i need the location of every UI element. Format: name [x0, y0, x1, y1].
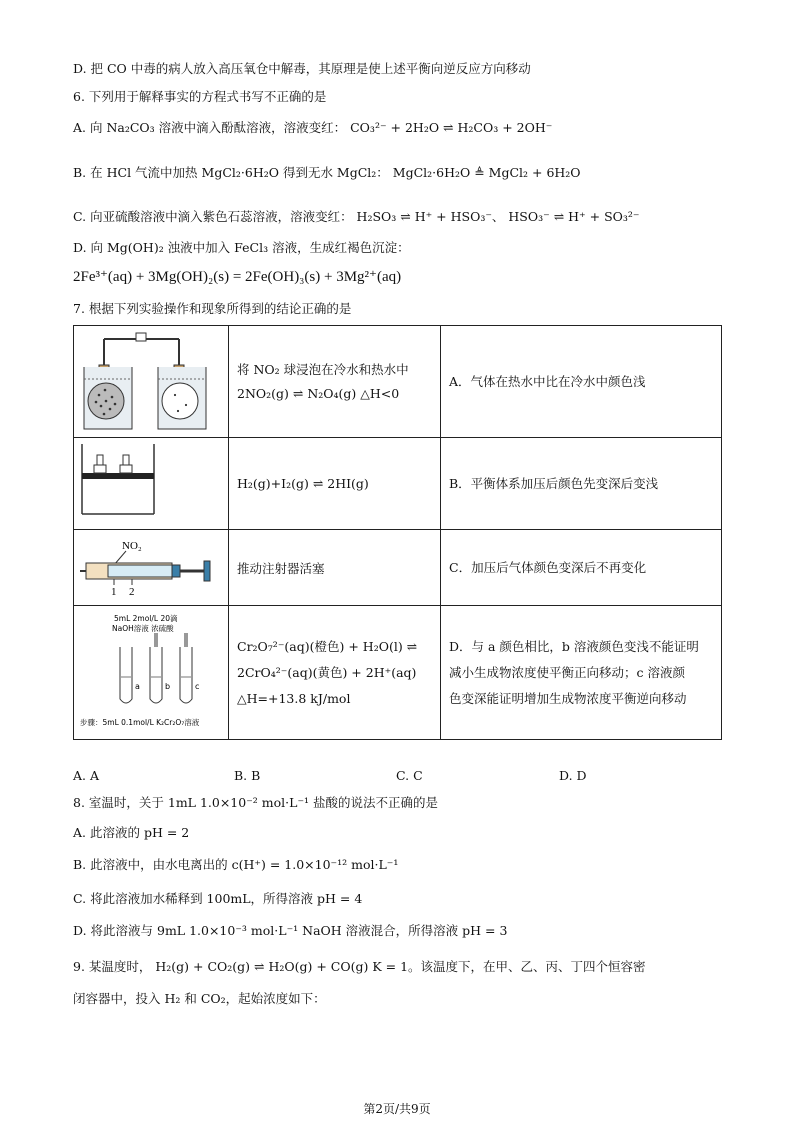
q9-stem-line2: 闭容器中，投入 H₂ 和 CO₂，起始浓度如下： [73, 991, 326, 1006]
q7-stem: 7. 根据下列实验操作和现象所得到的结论正确的是 [73, 301, 352, 316]
row4-equation-line1: Cr₂O₇²⁻(aq)(橙色) + H₂O(l) ⇌ [237, 638, 418, 654]
tubes-step-label: 步骤：5mL 0.1mol/L K₂Cr₂O₇溶液 [80, 717, 200, 727]
row1-conclusion [441, 326, 722, 438]
q6-option-d-equation: 2Fe³⁺(aq) + 3Mg(OH)₂(s) = 2Fe(OH)₃(s) + 3Mg²⁺(aq) [73, 269, 402, 285]
tubes-label-reagents: NaOH溶液 浓硫酸 [112, 623, 174, 633]
table-row [74, 438, 722, 530]
syringe-mark-1: 1 [111, 585, 117, 598]
row1-operation [229, 326, 441, 438]
q6-stem: 6. 下列用于解释事实的方程式书写不正确的是 [73, 89, 327, 104]
table-row [74, 606, 722, 740]
row1-equation: 2NO₂(g) ⇌ N₂O₄(g) △H<0 [237, 385, 400, 401]
row3-conclusion [441, 530, 722, 606]
q9-stem-line1: 9. 某温度时， H₂(g) + CO₂(g) ⇌ H₂O(g) + CO(g) K = 1。该温度下，在甲、乙、丙、丁四个恒容密 [73, 959, 646, 974]
row2-conclusion-text: B．平衡体系加压后颜色先变深后变浅 [449, 475, 659, 491]
syringe-no2-label: NO₂ [122, 539, 142, 552]
experiment-table [73, 325, 722, 740]
row4-conclusion-line3: 色变深能证明增加生成物浓度平衡逆向移动 [449, 690, 687, 706]
row1-operation-text: 将 NO₂ 球浸泡在冷水和热水中 [237, 361, 409, 377]
row2-operation [229, 438, 441, 530]
q6-option-c: C. 向亚硫酸溶液中滴入紫色石蕊溶液，溶液变红： H₂SO₃ ⇌ H⁺ + HSO₃⁻、 HSO₃⁻ ⇌ H⁺ + SO₃²⁻ [73, 209, 640, 224]
tubes-label-top: 5mL 2mol/L 20滴 [114, 613, 178, 623]
q7-option-d: D. D [559, 768, 587, 783]
q6-option-b: B. 在 HCl 气流中加热 MgCl₂·6H₂O 得到无水 MgCl₂： MgCl₂·6H₂O ≜ MgCl₂ + 6H₂O [73, 165, 581, 180]
row3-operation [229, 530, 441, 606]
no2-bulbs-figure [74, 326, 229, 438]
q7-option-b: B. B [234, 768, 261, 783]
syringe-mark-2: 2 [129, 585, 135, 598]
q8-option-a: A. 此溶液的 pH = 2 [73, 825, 190, 840]
row1-conclusion-text: A．气体在热水中比在冷水中颜色浅 [449, 373, 646, 389]
q7-option-a: A. A [73, 768, 100, 783]
q8-option-d: D. 将此溶液与 9mL 1.0×10⁻³ mol·L⁻¹ NaOH 溶液混合，所得溶液 pH = 3 [73, 923, 508, 938]
page-footer: 第2页/共9页 [363, 1102, 431, 1116]
row4-enthalpy: △H=+13.8 kJ/mol [237, 690, 351, 706]
q5-option-d: D. 把 CO 中毒的病人放入高压氧仓中解毒，其原理是使上述平衡向逆反应方向移动 [73, 61, 531, 76]
row2-conclusion [441, 438, 722, 530]
row4-conclusion [441, 606, 722, 740]
row3-operation-text: 推动注射器活塞 [237, 560, 325, 576]
table-row [74, 530, 722, 606]
q7-option-c: C. C [396, 768, 423, 783]
q8-option-b: B. 此溶液中，由水电离出的 c(H⁺) = 1.0×10⁻¹² mol·L⁻¹ [73, 857, 399, 872]
tube-b-label: b [165, 681, 171, 691]
row2-equation: H₂(g)+I₂(g) ⇌ 2HI(g) [237, 476, 369, 491]
q8-stem: 8. 室温时，关于 1mL 1.0×10⁻² mol·L⁻¹ 盐酸的说法不正确的是 [73, 795, 439, 810]
row4-operation [229, 606, 441, 740]
piston-cylinder-figure [74, 438, 229, 530]
row4-equation-line2: 2CrO₄²⁻(aq)(黄色) + 2H⁺(aq) [237, 664, 417, 680]
q8-option-c: C. 将此溶液加水稀释到 100mL，所得溶液 pH = 4 [73, 891, 363, 906]
tube-c-label: c [195, 681, 200, 691]
row4-conclusion-line1: D．与 a 颜色相比，b 溶液颜色变浅不能证明 [449, 638, 699, 654]
syringe-figure [74, 530, 229, 606]
q6-option-d: D. 向 Mg(OH)₂ 浊液中加入 FeCl₃ 溶液，生成红褐色沉淀： [73, 240, 410, 255]
test-tubes-figure [74, 606, 229, 740]
row4-conclusion-line2: 减小生成物浓度使平衡正向移动；c 溶液颜 [449, 664, 685, 680]
q6-option-a: A. 向 Na₂CO₃ 溶液中滴入酚酞溶液，溶液变红： CO₃²⁻ + 2H₂O ⇌ H₂CO₃ + 2OH⁻ [73, 120, 553, 135]
tube-a-label: a [135, 681, 140, 691]
table-row [74, 326, 722, 438]
row3-conclusion-text: C．加压后气体颜色变深后不再变化 [449, 559, 647, 575]
